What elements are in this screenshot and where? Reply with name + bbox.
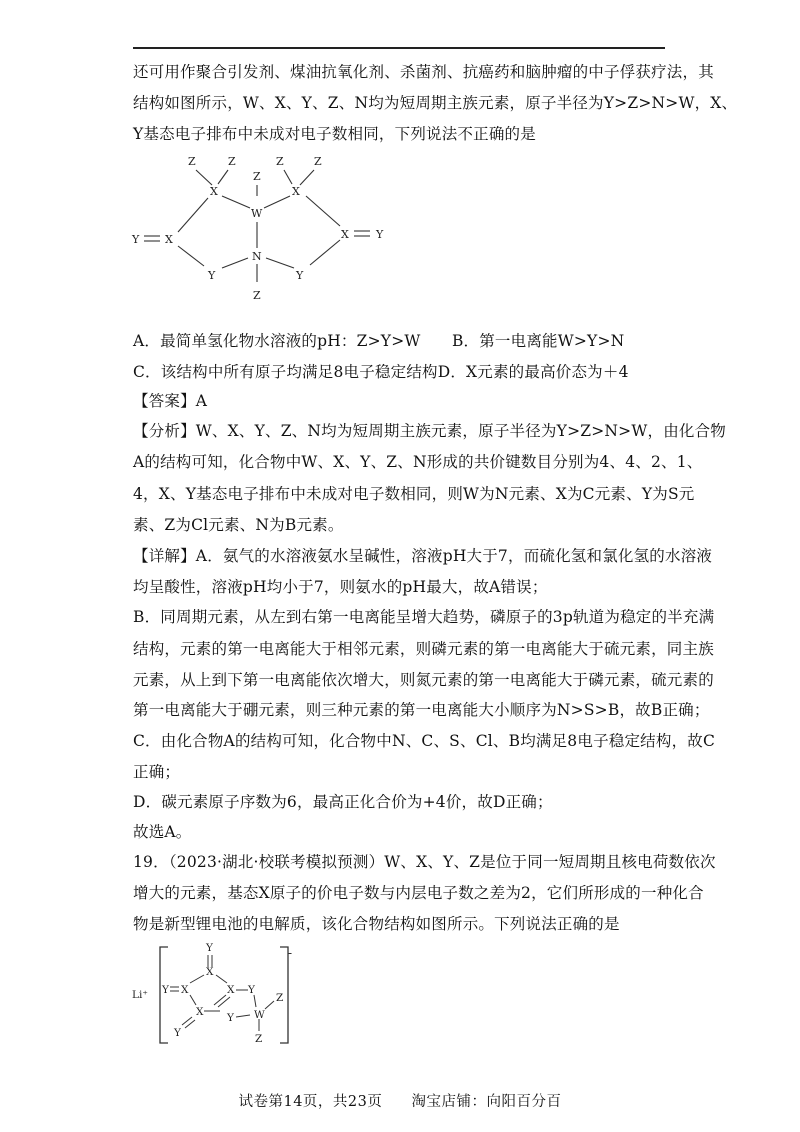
question-19-line-2: 增大的元素，基态X原子的价电子数与内层电子数之差为2，它们所形成的一种化合 bbox=[133, 884, 704, 902]
analysis-line-1: 【分析】W、X、Y、Z、N均为短周期主族元素，原子半径为Y>Z>N>W，由化合物 bbox=[133, 422, 726, 440]
detail-line-10: 故选A。 bbox=[133, 823, 192, 841]
atom-X: X bbox=[227, 984, 235, 996]
atom-W: W bbox=[254, 1009, 265, 1021]
shop-name: 淘宝店铺：向阳百分百 bbox=[411, 1094, 562, 1110]
atom-X: X bbox=[341, 228, 349, 241]
atom-Y: Y bbox=[162, 984, 169, 996]
atom-Y: Y bbox=[296, 269, 304, 282]
atom-Y: Y bbox=[132, 233, 140, 246]
atom-X: X bbox=[181, 984, 189, 996]
atom-Z: Z bbox=[253, 289, 261, 302]
anion-charge: - bbox=[288, 946, 293, 960]
question-text-line-3: Y基态电子排布中未成对电子数相同，下列说法不正确的是 bbox=[133, 125, 536, 143]
atom-W: W bbox=[251, 207, 263, 220]
structure-diagram-1 bbox=[130, 148, 420, 308]
detail-line-4: 结构，元素的第一电离能大于相邻元素，则磷元素的第一电离能大于硫元素，同主族 bbox=[133, 640, 714, 658]
atom-N: N bbox=[252, 250, 262, 263]
atom-Z: Z bbox=[314, 155, 322, 168]
atom-X: X bbox=[292, 185, 300, 198]
atom-X: X bbox=[165, 233, 173, 246]
detail-line-3: B．同周期元素，从左到右第一电离能呈增大趋势，磷原子的3p轨道为稳定的半充满 bbox=[133, 608, 715, 626]
atom-Z: Z bbox=[228, 155, 236, 168]
page-number: 试卷第14页，共23页 bbox=[238, 1094, 383, 1110]
detail-line-2: 均呈酸性，溶液pH均小于7，则氨水的pH最大，故A错误； bbox=[133, 578, 548, 596]
lithium-cation: Li⁺ bbox=[132, 989, 148, 1001]
option-a-b: A．最简单氢化物水溶液的pH：Z>Y>W B．第一电离能W>Y>N bbox=[133, 332, 625, 350]
atom-Y: Y bbox=[174, 1027, 181, 1039]
detail-line-7: C．由化合物A的结构可知，化合物中N、C、S、Cl、B均满足8电子稳定结构，故C bbox=[133, 732, 716, 750]
atom-Y: Y bbox=[208, 269, 216, 282]
atom-Z: Z bbox=[255, 1033, 263, 1045]
top-rule bbox=[133, 47, 665, 49]
atom-Y: Y bbox=[376, 228, 384, 241]
atom-Y: Y bbox=[206, 942, 213, 954]
detail-line-9: D．碳元素原子序数为6，最高正化合价为+4价，故D正确； bbox=[133, 793, 553, 811]
structure-diagram-2 bbox=[130, 935, 310, 1055]
detail-line-5: 元素，从上到下第一电离能依次增大，则氮元素的第一电离能大于磷元素，硫元素的 bbox=[133, 671, 714, 689]
atom-X: X bbox=[210, 185, 218, 198]
atom-Y: Y bbox=[248, 984, 255, 996]
question-text-line-2: 结构如图所示，W、X、Y、Z、N均为短周期主族元素，原子半径为Y>Z>N>W，X、 bbox=[133, 94, 738, 112]
analysis-line-3: 4，X、Y基态电子排布中未成对电子数相同，则W为N元素、X为C元素、Y为S元 bbox=[133, 485, 695, 503]
atom-Y: Y bbox=[227, 1012, 234, 1024]
detail-line-1: 【详解】A．氨气的水溶液氨水呈碱性，溶液pH大于7，而硫化氢和氯化氢的水溶液 bbox=[133, 547, 713, 565]
analysis-line-2: A的结构可知，化合物中W、X、Y、Z、N形成的共价键数目分别为4、4、2、1、 bbox=[133, 453, 703, 471]
atom-Z: Z bbox=[276, 155, 284, 168]
atom-X: X bbox=[196, 1006, 204, 1018]
atom-Z: Z bbox=[276, 992, 284, 1004]
option-c-d: C．该结构中所有原子均满足8电子稳定结构D．X元素的最高价态为＋4 bbox=[133, 363, 629, 381]
atom-X: X bbox=[206, 966, 214, 978]
question-19-line-1: 19．（2023·湖北·校联考模拟预测）W、X、Y、Z是位于同一短周期且核电荷数依次 bbox=[133, 853, 716, 871]
question-19-line-3: 物是新型锂电池的电解质，该化合物结构如图所示。下列说法正确的是 bbox=[133, 915, 620, 933]
page-footer bbox=[0, 1090, 800, 1111]
question-text-line-1: 还可用作聚合引发剂、煤油抗氧化剂、杀菌剂、抗癌药和脑肿瘤的中子俘获疗法，其 bbox=[133, 63, 714, 81]
answer: 【答案】A bbox=[133, 392, 208, 410]
detail-line-8: 正确； bbox=[133, 763, 181, 781]
detail-line-6: 第一电离能大于硼元素，则三种元素的第一电离能大小顺序为N>S>B，故B正确； bbox=[133, 701, 710, 719]
atom-Z: Z bbox=[188, 155, 196, 168]
analysis-line-4: 素、Z为Cl元素、N为B元素。 bbox=[133, 516, 344, 534]
atom-Z: Z bbox=[253, 170, 261, 183]
